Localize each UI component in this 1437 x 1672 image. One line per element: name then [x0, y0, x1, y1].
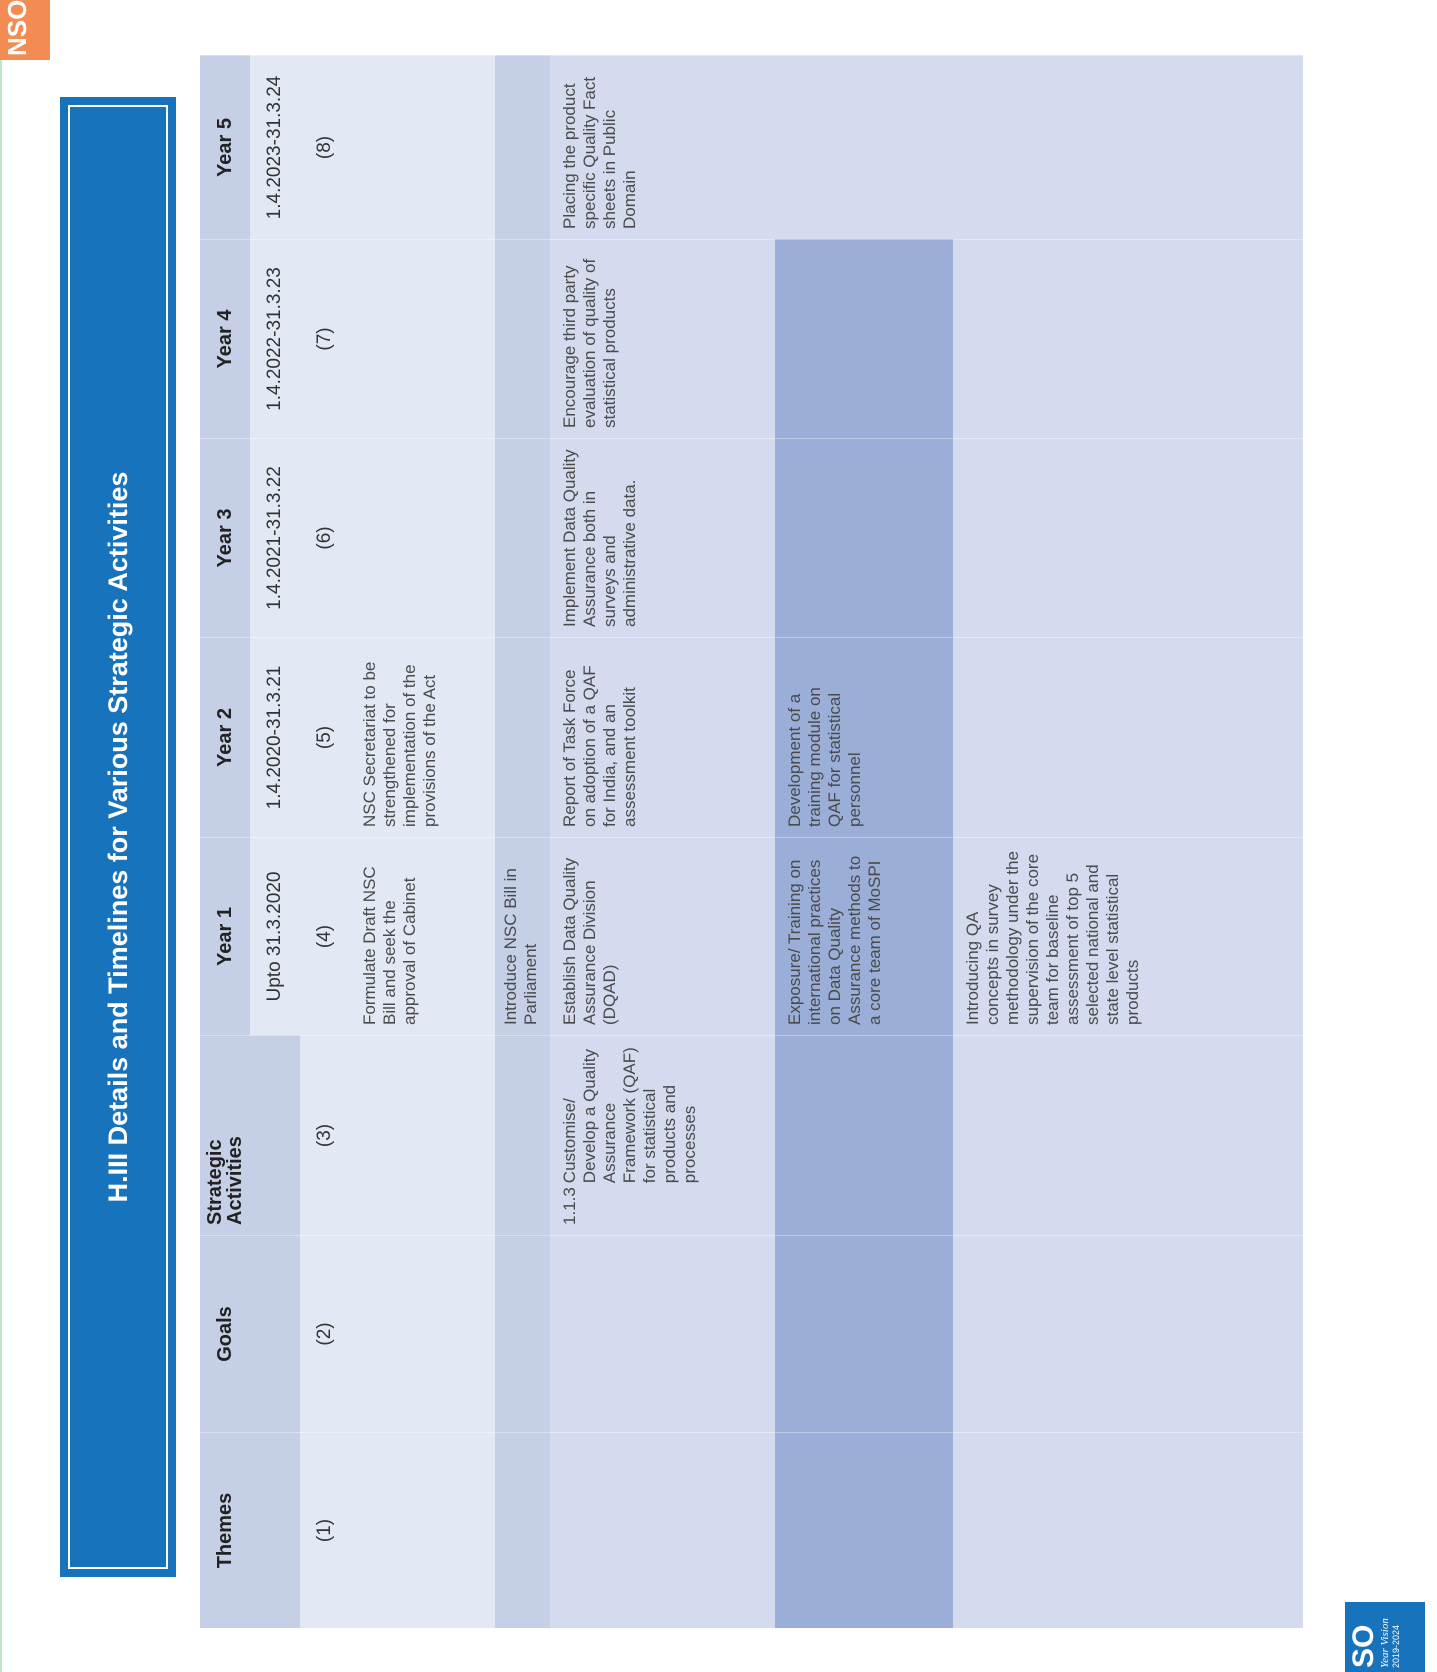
num-1: (1): [300, 1432, 350, 1628]
row2-theme: [495, 1432, 550, 1628]
row5-year-3: [953, 438, 1303, 637]
strategic-activities-table: [200, 55, 1343, 1628]
table-row: [775, 55, 953, 1628]
page-edge-rule: [0, 0, 2, 1672]
logo-right-main: NSO: [2, 0, 32, 56]
num-7: (7): [300, 239, 350, 438]
row2-year-1: Introduce NSC Bill in Parliament: [495, 837, 550, 1035]
row5-year-1: Introducing QA concepts in survey methodology under the supervision of the core team for baseline assessment of top 5 selected national and state level statistical products: [953, 837, 1303, 1035]
row5-theme: [953, 1432, 1303, 1628]
header-themes: Themes: [200, 1432, 250, 1628]
row5-year-5: [953, 55, 1303, 239]
row4-year-5: [775, 55, 953, 239]
row1-activity: [350, 1035, 495, 1235]
activity-code: 1.1.3: [560, 1187, 579, 1225]
row1-year-4: [350, 239, 495, 438]
table-row: [550, 55, 775, 1628]
number-row: [300, 55, 350, 1628]
row4-year-3: [775, 438, 953, 637]
row3-theme: [550, 1432, 775, 1628]
nso-logo-right: [0, 0, 50, 60]
row3-year-5: Placing the product specific Quality Fact sheets in Public Domain: [550, 55, 775, 239]
table-row: [495, 55, 550, 1628]
header-year-2: Year 2: [200, 637, 250, 837]
period-activities: [250, 1035, 300, 1235]
logo-left-sub: Year Vision: [1379, 1618, 1391, 1668]
nso-logo-left: [1345, 1602, 1425, 1672]
row2-activity: [495, 1035, 550, 1235]
period-year-1: Upto 31.3.2020: [250, 837, 300, 1035]
row1-goal: [350, 1235, 495, 1432]
header-year-5: Year 5: [200, 55, 250, 239]
period-year-3: 1.4.2021-31.3.22: [250, 438, 300, 637]
activity-text: Customise/ Develop a Quality Assurance Framework (QAF) for statistical products and processes: [560, 1047, 699, 1184]
logo-left-years: 2019-2024: [1391, 1624, 1401, 1668]
num-5: (5): [300, 637, 350, 837]
page-title: H.III Details and Timelines for Various Strategic Activities: [102, 471, 133, 1203]
table-row: [350, 55, 495, 1628]
row1-year-2: NSC Secretariat to be strengthened for implementation of the provisions of the Act: [350, 637, 495, 837]
header-year-4: Year 4: [200, 239, 250, 438]
row4-year-2: Development of a training module on QAF for statistical personnel: [775, 637, 953, 837]
header-goals: Goals: [200, 1235, 250, 1432]
period-year-2: 1.4.2020-31.3.21: [250, 637, 300, 837]
period-goals: [250, 1235, 300, 1432]
row3-year-4: Encourage third party evaluation of quality of statistical products: [550, 239, 775, 438]
row5-year-4: [953, 239, 1303, 438]
num-6: (6): [300, 438, 350, 637]
row5-activity: [953, 1035, 1303, 1235]
row2-year-3: [495, 438, 550, 637]
row3-year-2: Report of Task Force on adoption of a QAF for India, and an assessment toolkit: [550, 637, 775, 837]
row3-year-3: Implement Data Quality Assurance both in surveys and administrative data.: [550, 438, 775, 637]
header-strategic-activities: Strategic Activities: [200, 1035, 250, 1235]
title-band: [60, 97, 176, 1577]
row4-goal: [775, 1235, 953, 1432]
num-2: (2): [300, 1235, 350, 1432]
row2-year-2: [495, 637, 550, 837]
row1-year-3: [350, 438, 495, 637]
row1-year-5: [350, 55, 495, 239]
header-row: [200, 55, 250, 1628]
row4-year-1: Exposure/ Training on international practices on Data Quality Assurance methods to a core team of MoSPI: [775, 837, 953, 1035]
row3-year-1: Establish Data Quality Assurance Division (DQAD): [550, 837, 775, 1035]
num-3: (3): [300, 1035, 350, 1235]
row2-goal: [495, 1235, 550, 1432]
title-frame: [68, 105, 168, 1569]
row3-activity: [550, 1035, 775, 1235]
row5-goal: [953, 1235, 1303, 1432]
period-year-5: 1.4.2023-31.3.24: [250, 55, 300, 239]
logo-left-main: SO: [1347, 1624, 1380, 1668]
period-row: [250, 55, 300, 1628]
row2-year-5: [495, 55, 550, 239]
period-year-4: 1.4.2022-31.3.23: [250, 239, 300, 438]
table-row: [953, 55, 1303, 1628]
row1-year-1: Formulate Draft NSC Bill and seek the approval of Cabinet: [350, 837, 495, 1035]
row4-theme: [775, 1432, 953, 1628]
header-year-1: Year 1: [200, 837, 250, 1035]
period-themes: [250, 1432, 300, 1628]
row2-year-4: [495, 239, 550, 438]
row4-activity: [775, 1035, 953, 1235]
header-year-3: Year 3: [200, 438, 250, 637]
row4-year-4: [775, 239, 953, 438]
row3-goal: [550, 1235, 775, 1432]
num-4: (4): [300, 837, 350, 1035]
num-8: (8): [300, 55, 350, 239]
row5-year-2: [953, 637, 1303, 837]
row1-theme: [350, 1432, 495, 1628]
